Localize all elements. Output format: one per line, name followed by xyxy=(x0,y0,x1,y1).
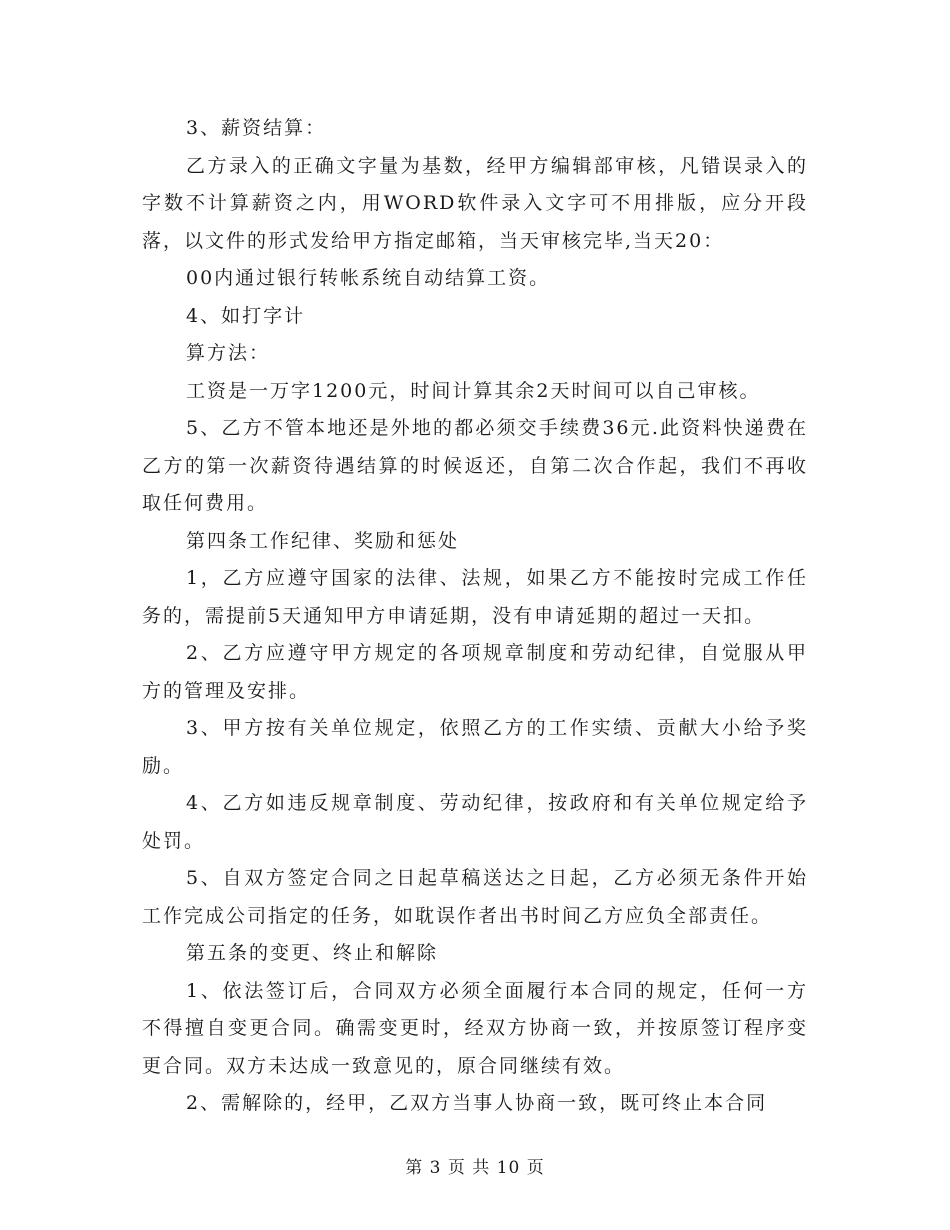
paragraph-article-4-item-1: 1，乙方应遵守国家的法律、法规，如果乙方不能按时完成工作任务的，需提前5天通知甲方申请延期，没有申请延期的超过一天扣。 xyxy=(142,567,808,627)
document-body xyxy=(142,110,808,1123)
paragraph-salary-settlement-time: 00内通过银行转帐系统自动结算工资。 xyxy=(186,267,551,289)
section-heading-article-4: 第四条工作纪律、奖励和惩处 xyxy=(186,529,460,552)
page-number-label: 第 3 页 共 10 页 xyxy=(405,1158,545,1178)
section-heading-article-5: 第五条的变更、终止和解除 xyxy=(186,942,439,964)
paragraph-article-4-item-2: 2、乙方应遵守甲方规定的各项规章制度和劳动纪律，自觉服从甲方的管理及安排。 xyxy=(142,642,808,702)
paragraph-handling-fee: 5、乙方不管本地还是外地的都必须交手续费36元.此资料快递费在乙方的第一次薪资待遇结算的时候返还，自第二次合作起，我们不再收取任何费用。 xyxy=(142,417,808,514)
paragraph-salary-settlement-heading: 3、薪资结算： xyxy=(186,117,327,139)
paragraph-article-4-item-5: 5、自双方签定合同之日起草稿送达之日起，乙方必须无条件开始工作完成公司指定的任务，如耽误作者出书时间乙方应负全部责任。 xyxy=(142,867,808,927)
paragraph-article-4-item-4: 4、乙方如违反规章制度、劳动纪律，按政府和有关单位规定给予处罚。 xyxy=(142,792,808,852)
paragraph-article-5-item-2: 2、需解除的，经甲，乙双方当事人协商一致，既可终止本合同 xyxy=(186,1092,768,1114)
paragraph-article-5-item-1: 1、依法签订后，合同双方必须全面履行本合同的规定，任何一方不得擅自变更合同。确需变更时，经双方协商一致，并按原签订程序变更合同。双方未达成一致意见的，原合同继续有效。 xyxy=(142,979,808,1077)
paragraph-salary-settlement-body: 乙方录入的正确文字量为基数，经甲方编辑部审核，凡错误录入的字数不计算薪资之内，用WORD软件录入文字可不用排版，应分开段落，以文件的形式发给甲方指定邮箱，当天审核完毕,当天20： xyxy=(142,154,808,252)
paragraph-wage-rate: 工资是一万字1200元，时间计算其余2天时间可以自己审核。 xyxy=(186,379,761,402)
paragraph-calc-method: 算方法： xyxy=(186,342,271,364)
paragraph-article-4-item-3: 3、甲方按有关单位规定，依照乙方的工作实绩、贡献大小给予奖励。 xyxy=(142,717,808,777)
page-footer xyxy=(0,1153,950,1178)
paragraph-typing-calc-heading: 4、如打字计 xyxy=(186,304,306,327)
